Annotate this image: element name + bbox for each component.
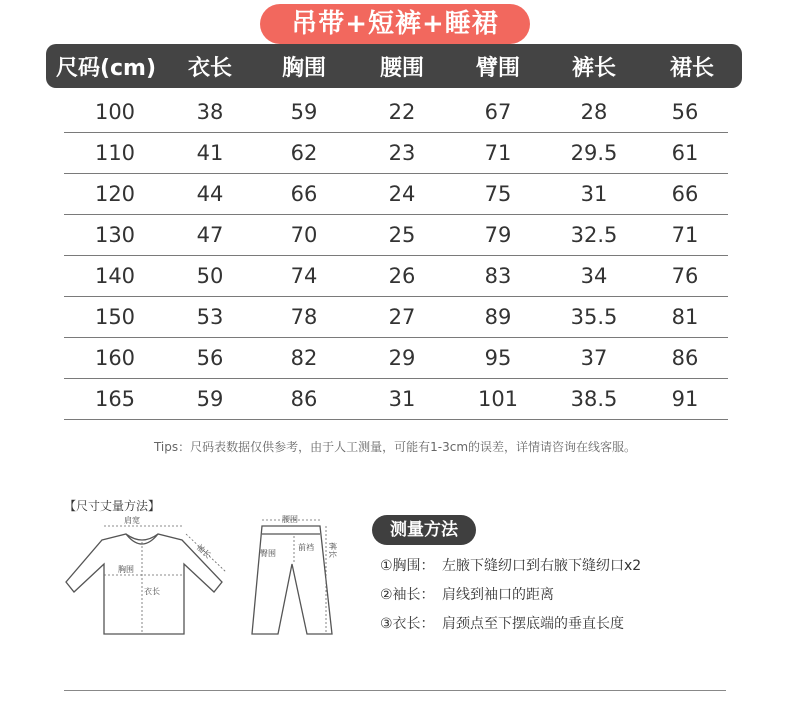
tips-note: Tips：尺码表数据仅供参考，由于人工测量，可能有1-3cm的误差，详情请咨询在线客服。 (153, 440, 637, 454)
method-item-text: 肩线到袖口的距离 (442, 587, 554, 603)
table-cell: 27 (388, 305, 416, 329)
measurement-diagram (64, 512, 344, 647)
header-chest: 胸围 (281, 55, 326, 81)
table-cell: 82 (290, 346, 318, 370)
size-table (64, 92, 728, 420)
sleeve-label: 袖长 (194, 542, 213, 561)
table-row (64, 379, 728, 420)
length-label: 衣长 (144, 587, 160, 596)
table-cell: 50 (196, 264, 224, 288)
method-item-label: ②袖长： (380, 587, 435, 603)
table-cell: 61 (671, 141, 699, 165)
header-pants-length: 裤长 (571, 55, 616, 81)
table-cell: 70 (290, 223, 318, 247)
table-row (64, 338, 728, 379)
table-cell: 62 (290, 141, 318, 165)
table-cell: 59 (196, 387, 224, 411)
pants-outline (252, 526, 332, 634)
table-cell: 31 (388, 387, 416, 411)
method-item-text: 肩颈点至下摆底端的垂直长度 (442, 616, 624, 632)
measure-section-title: 【尺寸丈量方法】 (64, 499, 161, 513)
table-cell: 100 (94, 100, 136, 124)
table-cell: 91 (671, 387, 699, 411)
table-cell: 32.5 (570, 223, 618, 247)
table-cell: 81 (671, 305, 699, 329)
bottom-divider (64, 690, 726, 691)
method-item-sleeve (380, 585, 641, 614)
table-cell: 86 (290, 387, 318, 411)
table-cell: 165 (94, 387, 136, 411)
table-row (64, 174, 728, 215)
table-cell: 38 (196, 100, 224, 124)
waist-label: 腰围 (282, 515, 298, 524)
table-cell: 120 (94, 182, 136, 206)
table-cell: 38.5 (570, 387, 618, 411)
method-item-text: 左腋下缝纫口到右腋下缝纫口x2 (442, 558, 642, 574)
table-cell: 79 (484, 223, 512, 247)
table-cell: 34 (580, 264, 608, 288)
table-cell: 101 (477, 387, 519, 411)
table-cell: 66 (290, 182, 318, 206)
table-cell: 89 (484, 305, 512, 329)
pants-length-label: 裤长 (328, 542, 337, 558)
table-cell: 59 (290, 100, 318, 124)
chest-label: 胸围 (118, 565, 134, 574)
table-cell: 140 (94, 264, 136, 288)
rise-label: 前裆 (298, 543, 314, 552)
table-cell: 74 (290, 264, 318, 288)
table-row (64, 92, 728, 133)
table-cell: 160 (94, 346, 136, 370)
header-waist: 腰围 (379, 55, 424, 81)
table-cell: 75 (484, 182, 512, 206)
method-item-chest (380, 556, 641, 585)
table-row (64, 297, 728, 338)
table-cell: 26 (388, 264, 416, 288)
table-cell: 44 (196, 182, 224, 206)
header-length: 衣长 (187, 55, 232, 81)
table-row (64, 256, 728, 297)
table-cell: 67 (484, 100, 512, 124)
header-size: 尺码(cm) (55, 55, 157, 81)
table-cell: 56 (196, 346, 224, 370)
table-row (64, 133, 728, 174)
method-item-label: ③衣长： (380, 616, 435, 632)
table-cell: 71 (484, 141, 512, 165)
shoulder-label: 肩宽 (124, 516, 140, 525)
table-cell: 66 (671, 182, 699, 206)
method-item-length (380, 614, 641, 643)
header-skirt-length: 裙长 (669, 55, 714, 81)
hip-label: 臀围 (260, 549, 276, 558)
table-cell: 31 (580, 182, 608, 206)
table-cell: 83 (484, 264, 512, 288)
table-cell: 150 (94, 305, 136, 329)
method-item-label: ①胸围： (380, 558, 435, 574)
table-cell: 25 (388, 223, 416, 247)
table-cell: 53 (196, 305, 224, 329)
table-cell: 23 (388, 141, 416, 165)
size-chart-title: 吊带+短裤+睡裙 (260, 4, 530, 44)
pants-illustration (252, 526, 332, 634)
table-cell: 22 (388, 100, 416, 124)
table-cell: 29 (388, 346, 416, 370)
table-cell: 28 (580, 100, 608, 124)
table-cell: 86 (671, 346, 699, 370)
method-list (380, 556, 641, 643)
table-header (46, 44, 742, 88)
table-cell: 29.5 (570, 141, 618, 165)
table-cell: 37 (580, 346, 608, 370)
table-cell: 76 (671, 264, 699, 288)
table-cell: 35.5 (570, 305, 618, 329)
header-arm: 臂围 (475, 55, 520, 81)
table-cell: 24 (388, 182, 416, 206)
table-cell: 110 (94, 141, 136, 165)
table-row (64, 215, 728, 256)
table-cell: 71 (671, 223, 699, 247)
table-cell: 41 (196, 141, 224, 165)
table-cell: 130 (94, 223, 136, 247)
table-cell: 56 (671, 100, 699, 124)
table-cell: 47 (196, 223, 224, 247)
table-cell: 95 (484, 346, 512, 370)
table-cell: 78 (290, 305, 318, 329)
method-title: 测量方法 (372, 515, 476, 545)
